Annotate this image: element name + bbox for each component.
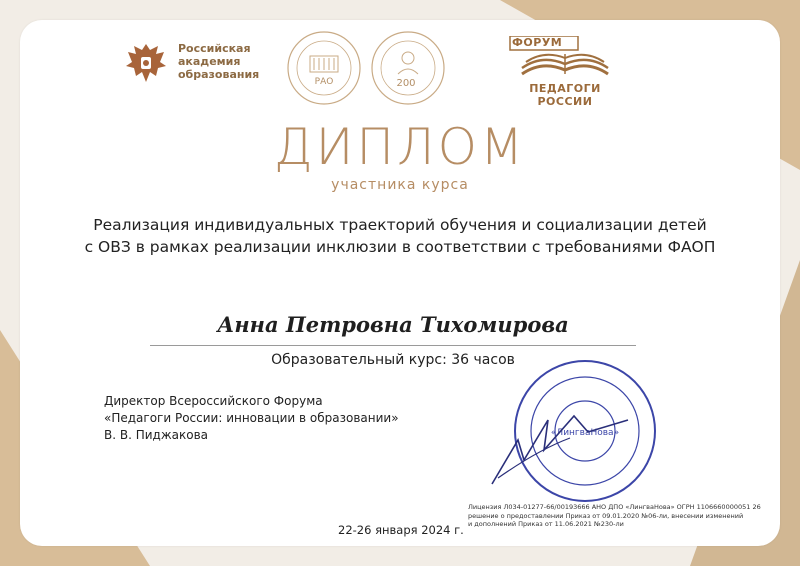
course-hours: Образовательный курс: 36 часов (271, 352, 515, 368)
director-block (104, 393, 399, 444)
svg-text:200: 200 (396, 78, 416, 89)
eagle-emblem-icon (124, 40, 168, 86)
rao-logo (124, 40, 264, 88)
svg-text:«ЛингваНова»: «ЛингваНова» (550, 428, 620, 438)
forum-name: «Педагоги России: инновации в образовании» (104, 411, 399, 425)
course-name-line-1: Реализация индивидуальных траекторий обучения и социализации детей (93, 216, 707, 234)
anniversary-200-seal-icon (370, 30, 446, 106)
svg-text:РАО: РАО (314, 77, 334, 87)
forum-pedagogi-logo (502, 36, 628, 108)
director-name: В. В. Пиджакова (104, 428, 209, 442)
diploma-subtitle: участника курса (331, 177, 469, 193)
course-name (60, 214, 740, 258)
license-info: Лицензия Л034-01277-66/00193666 АНО ДПО «ЛингваНова» ОГРН 1106660000051 26 решение о предоставлении Приказ от 09.01.2020 №06-ли, внесении изменений и дополнений Приказ от 11.06.2021 №230-ли (468, 503, 761, 528)
diploma-title: ДИПЛОМ (273, 118, 527, 176)
course-dates: 22-26 января 2024 г. (338, 523, 464, 537)
forum-logo-bottom-text: ПЕДАГОГИ РОССИИ (529, 82, 601, 108)
rao-logo-text: Российская академия образования (178, 42, 260, 81)
recipient-name: Анна Петровна Тихомирова (217, 312, 569, 337)
recipient-underline (150, 345, 636, 346)
director-title: Директор Всероссийского Форума (104, 394, 323, 408)
rao-anniversary-seal-icon (286, 30, 362, 106)
forum-logo-top-text: ФОРУМ (512, 36, 563, 49)
signature-icon (478, 380, 638, 490)
course-name-line-2: с ОВЗ в рамках реализации инклюзии в соответствии с требованиями ФАОП (84, 238, 716, 256)
